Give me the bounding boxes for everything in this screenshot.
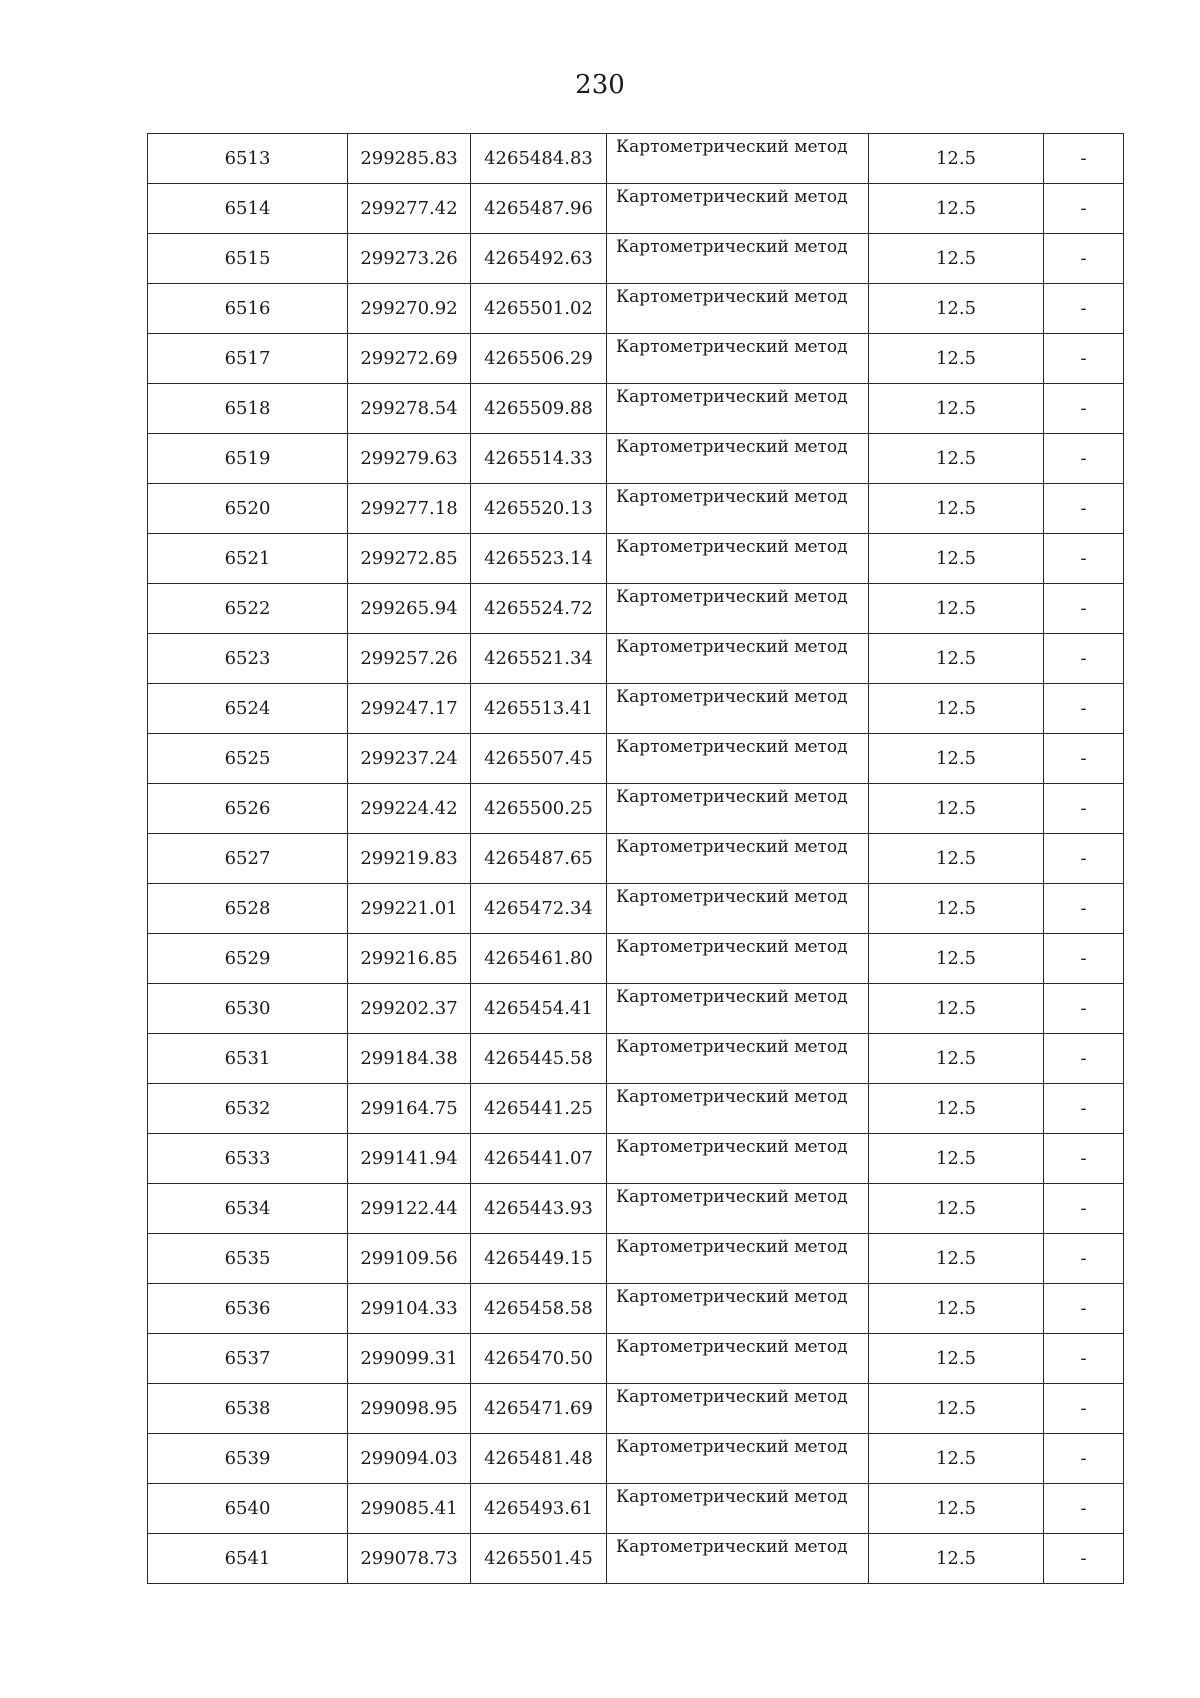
method-cell: Картометрический метод [607, 1084, 869, 1134]
table-row [148, 1434, 1124, 1484]
y-coordinate-cell: 4265441.25 [471, 1084, 607, 1134]
note-cell: - [1044, 1384, 1124, 1434]
method-cell: Картометрический метод [607, 1234, 869, 1284]
method-cell: Картометрический метод [607, 784, 869, 834]
accuracy-cell: 12.5 [869, 584, 1044, 634]
method-cell: Картометрический метод [607, 1434, 869, 1484]
point-number-cell: 6521 [148, 534, 348, 584]
y-coordinate-cell: 4265458.58 [471, 1284, 607, 1334]
note-cell: - [1044, 534, 1124, 584]
x-coordinate-cell: 299277.18 [348, 484, 471, 534]
point-number-cell: 6527 [148, 834, 348, 884]
point-number-cell: 6537 [148, 1334, 348, 1384]
accuracy-cell: 12.5 [869, 634, 1044, 684]
point-number-cell: 6538 [148, 1384, 348, 1434]
y-coordinate-cell: 4265470.50 [471, 1334, 607, 1384]
method-cell: Картометрический метод [607, 1184, 869, 1234]
table-row [148, 1084, 1124, 1134]
accuracy-cell: 12.5 [869, 1284, 1044, 1334]
accuracy-cell: 12.5 [869, 1534, 1044, 1584]
point-number-cell: 6525 [148, 734, 348, 784]
method-cell: Картометрический метод [607, 1134, 869, 1184]
accuracy-cell: 12.5 [869, 1234, 1044, 1284]
table-row [148, 1134, 1124, 1184]
page-number: 230 [575, 70, 625, 100]
x-coordinate-cell: 299104.33 [348, 1284, 471, 1334]
x-coordinate-cell: 299085.41 [348, 1484, 471, 1534]
note-cell: - [1044, 1484, 1124, 1534]
method-cell: Картометрический метод [607, 334, 869, 384]
x-coordinate-cell: 299216.85 [348, 934, 471, 984]
x-coordinate-cell: 299094.03 [348, 1434, 471, 1484]
note-cell: - [1044, 184, 1124, 234]
table-row [148, 784, 1124, 834]
x-coordinate-cell: 299277.42 [348, 184, 471, 234]
point-number-cell: 6523 [148, 634, 348, 684]
y-coordinate-cell: 4265506.29 [471, 334, 607, 384]
y-coordinate-cell: 4265507.45 [471, 734, 607, 784]
note-cell: - [1044, 384, 1124, 434]
table-row [148, 884, 1124, 934]
point-number-cell: 6513 [148, 134, 348, 184]
accuracy-cell: 12.5 [869, 1134, 1044, 1184]
method-cell: Картометрический метод [607, 1334, 869, 1384]
accuracy-cell: 12.5 [869, 1184, 1044, 1234]
y-coordinate-cell: 4265454.41 [471, 984, 607, 1034]
point-number-cell: 6536 [148, 1284, 348, 1334]
table-row [148, 734, 1124, 784]
x-coordinate-cell: 299272.69 [348, 334, 471, 384]
table-row [148, 1234, 1124, 1284]
method-cell: Картометрический метод [607, 684, 869, 734]
table-row [148, 1184, 1124, 1234]
table-row [148, 1534, 1124, 1584]
table-row [148, 1284, 1124, 1334]
method-cell: Картометрический метод [607, 1534, 869, 1584]
point-number-cell: 6539 [148, 1434, 348, 1484]
note-cell: - [1044, 984, 1124, 1034]
x-coordinate-cell: 299078.73 [348, 1534, 471, 1584]
point-number-cell: 6518 [148, 384, 348, 434]
point-number-cell: 6522 [148, 584, 348, 634]
x-coordinate-cell: 299285.83 [348, 134, 471, 184]
x-coordinate-cell: 299098.95 [348, 1384, 471, 1434]
x-coordinate-cell: 299270.92 [348, 284, 471, 334]
method-cell: Картометрический метод [607, 284, 869, 334]
note-cell: - [1044, 1034, 1124, 1084]
point-number-cell: 6541 [148, 1534, 348, 1584]
note-cell: - [1044, 1284, 1124, 1334]
y-coordinate-cell: 4265513.41 [471, 684, 607, 734]
x-coordinate-cell: 299221.01 [348, 884, 471, 934]
x-coordinate-cell: 299109.56 [348, 1234, 471, 1284]
accuracy-cell: 12.5 [869, 834, 1044, 884]
note-cell: - [1044, 884, 1124, 934]
accuracy-cell: 12.5 [869, 1334, 1044, 1384]
method-cell: Картометрический метод [607, 984, 869, 1034]
note-cell: - [1044, 634, 1124, 684]
note-cell: - [1044, 1084, 1124, 1134]
point-number-cell: 6533 [148, 1134, 348, 1184]
accuracy-cell: 12.5 [869, 284, 1044, 334]
table-row [148, 384, 1124, 434]
method-cell: Картометрический метод [607, 734, 869, 784]
point-number-cell: 6531 [148, 1034, 348, 1084]
accuracy-cell: 12.5 [869, 184, 1044, 234]
note-cell: - [1044, 134, 1124, 184]
table-row [148, 934, 1124, 984]
point-number-cell: 6517 [148, 334, 348, 384]
accuracy-cell: 12.5 [869, 434, 1044, 484]
method-cell: Картометрический метод [607, 834, 869, 884]
x-coordinate-cell: 299219.83 [348, 834, 471, 884]
x-coordinate-cell: 299122.44 [348, 1184, 471, 1234]
point-number-cell: 6524 [148, 684, 348, 734]
point-number-cell: 6528 [148, 884, 348, 934]
y-coordinate-cell: 4265441.07 [471, 1134, 607, 1184]
point-number-cell: 6514 [148, 184, 348, 234]
y-coordinate-cell: 4265484.83 [471, 134, 607, 184]
note-cell: - [1044, 584, 1124, 634]
table-row [148, 534, 1124, 584]
table-row [148, 234, 1124, 284]
x-coordinate-cell: 299099.31 [348, 1334, 471, 1384]
accuracy-cell: 12.5 [869, 884, 1044, 934]
y-coordinate-cell: 4265501.45 [471, 1534, 607, 1584]
x-coordinate-cell: 299279.63 [348, 434, 471, 484]
note-cell: - [1044, 934, 1124, 984]
method-cell: Картометрический метод [607, 1284, 869, 1334]
note-cell: - [1044, 784, 1124, 834]
table-row [148, 1384, 1124, 1434]
note-cell: - [1044, 1184, 1124, 1234]
method-cell: Картометрический метод [607, 434, 869, 484]
x-coordinate-cell: 299257.26 [348, 634, 471, 684]
coordinates-table [147, 133, 1124, 1584]
accuracy-cell: 12.5 [869, 234, 1044, 284]
method-cell: Картометрический метод [607, 134, 869, 184]
table-row [148, 184, 1124, 234]
note-cell: - [1044, 734, 1124, 784]
accuracy-cell: 12.5 [869, 534, 1044, 584]
y-coordinate-cell: 4265461.80 [471, 934, 607, 984]
note-cell: - [1044, 484, 1124, 534]
point-number-cell: 6519 [148, 434, 348, 484]
table-row [148, 984, 1124, 1034]
accuracy-cell: 12.5 [869, 1384, 1044, 1434]
y-coordinate-cell: 4265523.14 [471, 534, 607, 584]
accuracy-cell: 12.5 [869, 1034, 1044, 1084]
table-row [148, 134, 1124, 184]
y-coordinate-cell: 4265514.33 [471, 434, 607, 484]
y-coordinate-cell: 4265492.63 [471, 234, 607, 284]
point-number-cell: 6526 [148, 784, 348, 834]
point-number-cell: 6530 [148, 984, 348, 1034]
method-cell: Картометрический метод [607, 534, 869, 584]
y-coordinate-cell: 4265509.88 [471, 384, 607, 434]
accuracy-cell: 12.5 [869, 384, 1044, 434]
accuracy-cell: 12.5 [869, 784, 1044, 834]
note-cell: - [1044, 684, 1124, 734]
y-coordinate-cell: 4265472.34 [471, 884, 607, 934]
table-row [148, 834, 1124, 884]
point-number-cell: 6520 [148, 484, 348, 534]
x-coordinate-cell: 299141.94 [348, 1134, 471, 1184]
table-row [148, 434, 1124, 484]
accuracy-cell: 12.5 [869, 684, 1044, 734]
accuracy-cell: 12.5 [869, 1484, 1044, 1534]
y-coordinate-cell: 4265487.96 [471, 184, 607, 234]
y-coordinate-cell: 4265445.58 [471, 1034, 607, 1084]
note-cell: - [1044, 334, 1124, 384]
x-coordinate-cell: 299164.75 [348, 1084, 471, 1134]
y-coordinate-cell: 4265501.02 [471, 284, 607, 334]
note-cell: - [1044, 1434, 1124, 1484]
x-coordinate-cell: 299184.38 [348, 1034, 471, 1084]
accuracy-cell: 12.5 [869, 734, 1044, 784]
accuracy-cell: 12.5 [869, 334, 1044, 384]
y-coordinate-cell: 4265471.69 [471, 1384, 607, 1434]
x-coordinate-cell: 299202.37 [348, 984, 471, 1034]
table-row [148, 634, 1124, 684]
accuracy-cell: 12.5 [869, 1434, 1044, 1484]
y-coordinate-cell: 4265493.61 [471, 1484, 607, 1534]
method-cell: Картометрический метод [607, 1484, 869, 1534]
y-coordinate-cell: 4265521.34 [471, 634, 607, 684]
note-cell: - [1044, 1134, 1124, 1184]
point-number-cell: 6515 [148, 234, 348, 284]
note-cell: - [1044, 834, 1124, 884]
x-coordinate-cell: 299237.24 [348, 734, 471, 784]
table-row [148, 484, 1124, 534]
method-cell: Картометрический метод [607, 884, 869, 934]
table-row [148, 584, 1124, 634]
accuracy-cell: 12.5 [869, 134, 1044, 184]
y-coordinate-cell: 4265443.93 [471, 1184, 607, 1234]
point-number-cell: 6529 [148, 934, 348, 984]
method-cell: Картометрический метод [607, 1034, 869, 1084]
y-coordinate-cell: 4265449.15 [471, 1234, 607, 1284]
y-coordinate-cell: 4265481.48 [471, 1434, 607, 1484]
note-cell: - [1044, 1234, 1124, 1284]
y-coordinate-cell: 4265500.25 [471, 784, 607, 834]
note-cell: - [1044, 234, 1124, 284]
table-row [148, 284, 1124, 334]
table-row [148, 684, 1124, 734]
method-cell: Картометрический метод [607, 384, 869, 434]
note-cell: - [1044, 284, 1124, 334]
method-cell: Картометрический метод [607, 634, 869, 684]
method-cell: Картометрический метод [607, 584, 869, 634]
table-row [148, 1034, 1124, 1084]
method-cell: Картометрический метод [607, 234, 869, 284]
accuracy-cell: 12.5 [869, 984, 1044, 1034]
point-number-cell: 6534 [148, 1184, 348, 1234]
note-cell: - [1044, 1534, 1124, 1584]
y-coordinate-cell: 4265487.65 [471, 834, 607, 884]
coordinates-table-body [148, 134, 1124, 1584]
accuracy-cell: 12.5 [869, 1084, 1044, 1134]
method-cell: Картометрический метод [607, 484, 869, 534]
note-cell: - [1044, 434, 1124, 484]
note-cell: - [1044, 1334, 1124, 1384]
table-row [148, 1334, 1124, 1384]
accuracy-cell: 12.5 [869, 934, 1044, 984]
method-cell: Картометрический метод [607, 184, 869, 234]
table-row [148, 1484, 1124, 1534]
y-coordinate-cell: 4265520.13 [471, 484, 607, 534]
point-number-cell: 6540 [148, 1484, 348, 1534]
point-number-cell: 6535 [148, 1234, 348, 1284]
method-cell: Картометрический метод [607, 934, 869, 984]
x-coordinate-cell: 299247.17 [348, 684, 471, 734]
point-number-cell: 6516 [148, 284, 348, 334]
point-number-cell: 6532 [148, 1084, 348, 1134]
y-coordinate-cell: 4265524.72 [471, 584, 607, 634]
x-coordinate-cell: 299278.54 [348, 384, 471, 434]
table-row [148, 334, 1124, 384]
x-coordinate-cell: 299273.26 [348, 234, 471, 284]
method-cell: Картометрический метод [607, 1384, 869, 1434]
accuracy-cell: 12.5 [869, 484, 1044, 534]
x-coordinate-cell: 299265.94 [348, 584, 471, 634]
x-coordinate-cell: 299224.42 [348, 784, 471, 834]
x-coordinate-cell: 299272.85 [348, 534, 471, 584]
